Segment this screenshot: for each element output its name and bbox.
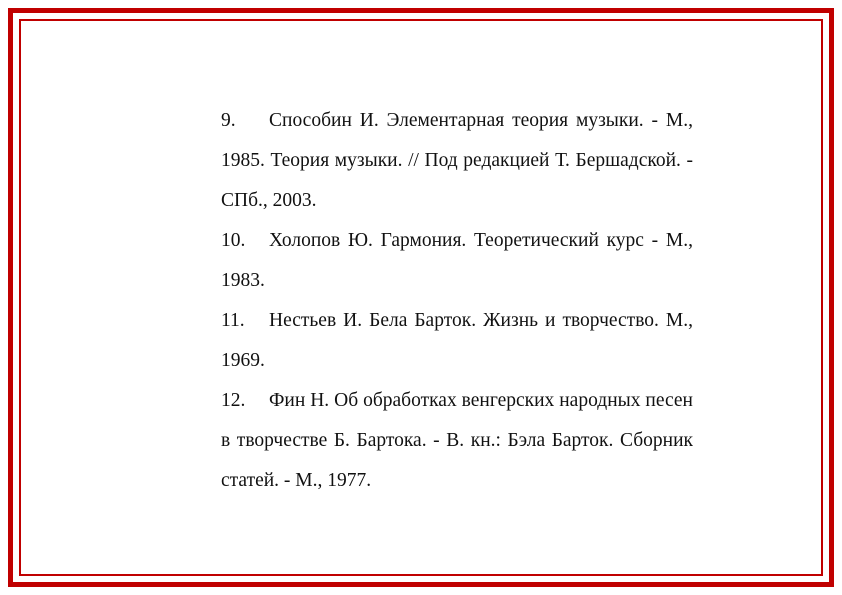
reference-text: Нестьев И. Бела Барток. Жизнь и творчество. М., 1969. bbox=[221, 310, 693, 371]
reference-item-11 bbox=[221, 301, 693, 381]
reference-text: Фин Н. Об обработках венгерских народных песен в творчестве Б. Бартока. - В. кн.: Бэла Барток. Сборник статей. - М., 1977. bbox=[221, 390, 693, 491]
reference-list bbox=[221, 101, 693, 501]
reference-text: Способин И. Элементарная теория музыки. - М., 1985. Теория музыки. // Под редакцией Т. Бершадской. - СПб., 2003. bbox=[221, 110, 693, 211]
reference-item-10 bbox=[221, 221, 693, 301]
reference-text: Холопов Ю. Гармония. Теоретический курс - М., 1983. bbox=[221, 230, 693, 291]
reference-number: 11. bbox=[221, 310, 245, 331]
reference-number: 9. bbox=[221, 110, 236, 131]
reference-number: 12. bbox=[221, 390, 246, 411]
reference-item-12 bbox=[221, 381, 693, 501]
reference-number: 10. bbox=[221, 230, 246, 251]
reference-item-9 bbox=[221, 101, 693, 221]
